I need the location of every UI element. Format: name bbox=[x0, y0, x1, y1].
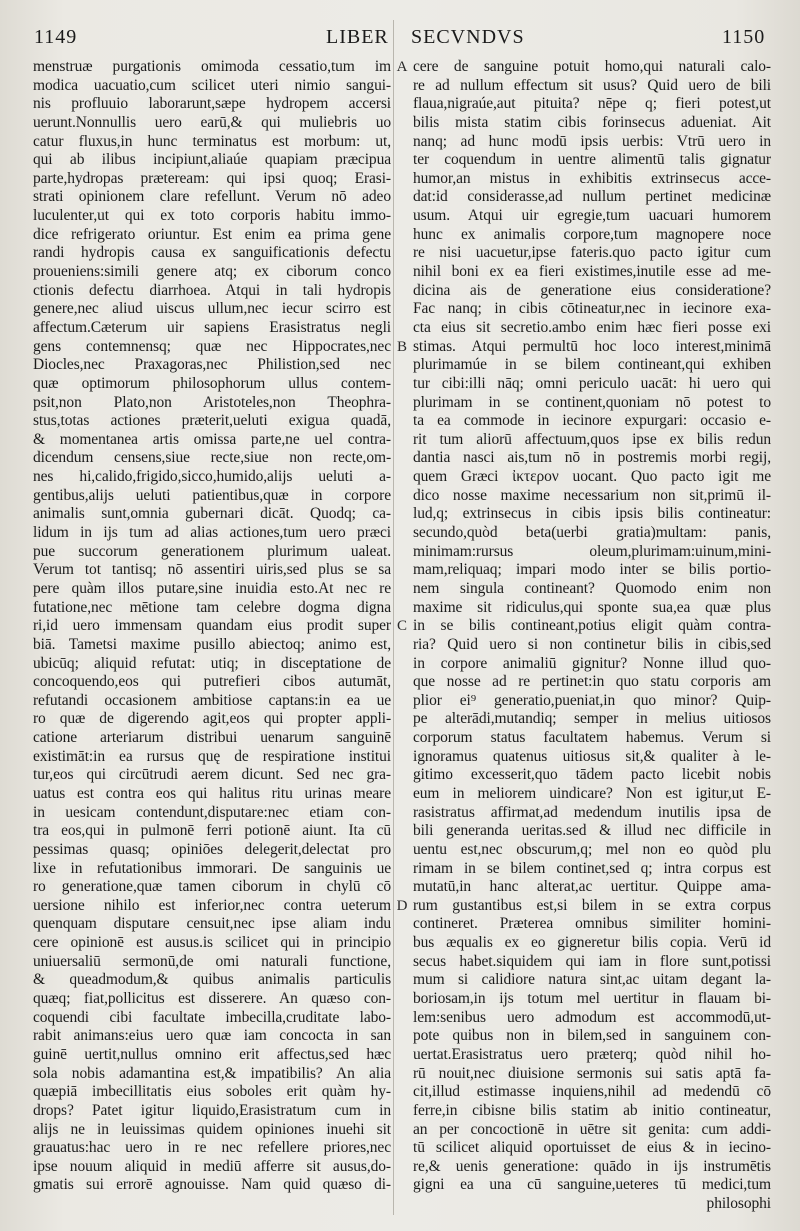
text-line: parte,hydropas præteream: qui ipsi quoq; Erasi- bbox=[33, 169, 391, 187]
text-line: randi hydropis causa ex sanguificationis defectu bbox=[33, 244, 391, 262]
text-line: ro quæ de digerendo agit,eos qui propter appli- bbox=[33, 710, 391, 728]
text-line: luculenter,ut qui ex toto corporis habitu immo- bbox=[33, 207, 391, 225]
text-line: ubicūq; aliquid refutat: utiq; in disceptatione de bbox=[33, 654, 391, 672]
text-line: gens contemnensq; quæ nec Hippocrates,nec bbox=[33, 337, 391, 355]
text-line: plior ei⁹ generatio,pueniat,in quo minor? Quip- bbox=[413, 691, 771, 709]
margin-letter: A bbox=[396, 59, 408, 75]
text-line: usum. Atqui uir egregie,tum uacuari humorem bbox=[413, 207, 771, 225]
text-line: pote quibus non in bilem,sed in sanguinem con- bbox=[413, 1027, 771, 1045]
text-line: coquendi cibi facultate imbecilla,cruditate labo- bbox=[33, 1008, 391, 1026]
text-line: rum gustantibus est,si bilem in se extra corpus bbox=[413, 896, 771, 914]
page-number-left: 1149 bbox=[34, 26, 78, 48]
text-line: nem singula contineant? Quomodo enim non bbox=[413, 579, 771, 597]
text-line: cit,illud estimasse inquiens,nihil ad medendū cō bbox=[413, 1083, 771, 1101]
text-line: corporum status facultatem habemus. Verum si bbox=[413, 729, 771, 747]
margin-letter: C bbox=[396, 618, 407, 634]
text-line: drops? Patet igitur liquido,Erasistratum cum in bbox=[33, 1101, 391, 1119]
text-line: cta eius sit secretio.ambo enim hæc fieri posse exi bbox=[413, 318, 771, 336]
text-line: secus habet.siquidem qui iam in flore sunt,potissi bbox=[413, 952, 771, 970]
text-line: re,& uenis generatione: quādo in ijs instrumētis bbox=[413, 1157, 771, 1175]
text-line: in corpore animaliū gignitur? Nonne illud quo- bbox=[413, 654, 771, 672]
text-line: ignoramus quatenus uitiosus sit,& qualiter à le- bbox=[413, 747, 771, 765]
text-line: lem:senibus uero admodum est accommodū,ut- bbox=[413, 1008, 771, 1026]
text-line: quæpiā imbecillitatis eius soboles erit quàm hy- bbox=[33, 1083, 391, 1101]
text-line: ipse nouum aliquid in mediū afferre sit ausus,do- bbox=[33, 1157, 391, 1175]
text-line: eum in meliorem uindicare? Non est igitur,ut E- bbox=[413, 784, 771, 802]
text-line: ferre,in cibisne bilis statim ab initio contineatur, bbox=[413, 1101, 771, 1119]
text-line: grauatus:hac uero in re nec refellere priores,nec bbox=[33, 1139, 391, 1157]
text-line: uertat.Erasistratus uero præterq; quòd nihil ho- bbox=[413, 1045, 771, 1063]
text-line: pere quàm illos putare,sine inuidia esto.At nec re bbox=[33, 579, 391, 597]
text-line: existimāt:in ea rursus quę de respiratione institui bbox=[33, 747, 391, 765]
text-line: cere de sanguine potuit homo,qui naturali calo- bbox=[413, 58, 771, 75]
running-header bbox=[0, 22, 800, 52]
text-line: stimas. Atqui permultū hoc loco interest,minimā bbox=[413, 337, 771, 355]
text-line: rasistratus affirmat,ad medendum inutilis ipsa de bbox=[413, 803, 771, 821]
text-line: rimam in se bilem continet,sed q; intra corpus est bbox=[413, 859, 771, 877]
text-line: lidum in ijs tum ad alias actiones,tum uero præci bbox=[33, 524, 391, 542]
text-line: ta ea commode in iecinore expurgari: occasio e- bbox=[413, 412, 771, 430]
text-line: mam,reliquaq; impari modo inter se bilis portio- bbox=[413, 561, 771, 579]
text-line: cere opinionē est ausus.is scilicet qui in principio bbox=[33, 934, 391, 952]
text-line: maxime sit ridiculus,qui sponte sua,ea quæ plus bbox=[413, 598, 771, 616]
text-line: gitimo excesserit,quo tādem pacto licebit nobis bbox=[413, 766, 771, 784]
text-line: tū scilicet aliquid oportuisset de eius & in iecino- bbox=[413, 1139, 771, 1157]
text-line: bilis mista statim cibis forinsecus adueniat. Ait bbox=[413, 113, 771, 131]
text-line: rabit animans:eius uero quæ iam concocta in san bbox=[33, 1027, 391, 1045]
text-line: plurimam in se continent,quoniam nō potest to bbox=[413, 393, 771, 411]
text-line: tra eos,qui in pulmonē ferri potionē aiunt. Ita cū bbox=[33, 822, 391, 840]
text-line: minimam:rursus oleum,plurimam:uinum,mini- bbox=[413, 542, 771, 560]
text-line: stus,totas actiones præterit,ueluti exigua quadā, bbox=[33, 412, 391, 430]
left-text-column bbox=[33, 58, 391, 1195]
text-line: mum si calidiore natura sint,ac uitam degant la- bbox=[413, 971, 771, 989]
text-line: Fac nanq; in cibis cōtineatur,nec in iecinore exa- bbox=[413, 300, 771, 318]
text-line: quæq; fiat,pollicitus est disserere. An quæso con- bbox=[33, 990, 391, 1008]
text-line: dicina ais de generatione eius consideratione? bbox=[413, 281, 771, 299]
running-head-right: SECVNDVS bbox=[411, 26, 525, 48]
text-line: ter coquendum in uentre alimentū talis gignatur bbox=[413, 151, 771, 169]
text-line: pue succorum generationem plurimum ualeat. bbox=[33, 542, 391, 560]
margin-letter: B bbox=[396, 339, 407, 355]
text-line: dat:id considerasse,ad nullum pertinet medicinæ bbox=[413, 188, 771, 206]
page-number-right: 1150 bbox=[722, 26, 766, 48]
text-line: boriosam,in ijs totum mel uertitur in flauam bi- bbox=[413, 990, 771, 1008]
text-line: quenquam disputare censuit,nec ipse aliam indu bbox=[33, 915, 391, 933]
text-line: dice refrigerato oriuntur. Est enim ea prima gene bbox=[33, 225, 391, 243]
text-line: quæ optimorum philosophorum ullus contem- bbox=[33, 374, 391, 392]
text-line: genere,nec aliud uiscus ullum,nec iecur scirro est bbox=[33, 300, 391, 318]
text-line: secundo,quòd beta(uerbi gratia)multam: panis, bbox=[413, 524, 771, 542]
text-line: bus æqualis ex eo gigneretur bilis copia. Verū id bbox=[413, 934, 771, 952]
catchword: philosophi bbox=[706, 1195, 771, 1213]
running-head-left: LIBER bbox=[326, 26, 389, 48]
text-line: nes hi,calido,frigido,sicco,humido,alijs ueluti a- bbox=[33, 468, 391, 486]
text-line: humor,an mistus in exhibitis extrinsecus acce- bbox=[413, 169, 771, 187]
text-line: flaua,nigraúe,aut pituita? nēpe q; fieri potest,ut bbox=[413, 95, 771, 113]
text-line: tur,eos qui circūtrudi aerem dicunt. Sed nec gra- bbox=[33, 766, 391, 784]
text-line: pe alterādi,mutandiq; semper in melius uitiosos bbox=[413, 710, 771, 728]
text-line: plurimamúe in se bilem contineant,qui exhiben bbox=[413, 356, 771, 374]
text-line: gmatis sui errorē agnouisse. Nam quid quæso di- bbox=[33, 1176, 391, 1194]
text-line: strati opinionem clare refellunt. Verum nō adeo bbox=[33, 188, 391, 206]
text-line: que nosse ad re pertinet:in quo statu corporis am bbox=[413, 673, 771, 691]
text-line: futatione,nec mētione tam celebre dogma digna bbox=[33, 598, 391, 616]
text-line: mutatū,in hanc alterat,ac uertitur. Quippe ama- bbox=[413, 878, 771, 896]
text-line: uersione nihilo est inferior,nec contra ueterum bbox=[33, 896, 391, 914]
text-line: re ad nullum effectum sit usus? Quid uero de bili bbox=[413, 76, 771, 94]
text-line: concoquendo,eos qui putrefieri cibos autumāt, bbox=[33, 673, 391, 691]
text-line: lixe in refutationibus immorari. De sanguinis ue bbox=[33, 859, 391, 877]
text-line: nis profluuio laborarunt,sæpe hydropem accersi bbox=[33, 95, 391, 113]
text-line: ro generatione,quæ tamen ciborum in chylū cō bbox=[33, 878, 391, 896]
text-line: hunc ex animalis corpore,tum magnopere noce bbox=[413, 225, 771, 243]
text-line: affectum.Cæterum uir sapiens Erasistratus negli bbox=[33, 318, 391, 336]
text-line: biā. Tametsi maxime pusillo abiectoq; animo est, bbox=[33, 635, 391, 653]
text-line: in se bilis contineant,potius eligit quàm contra- bbox=[413, 617, 771, 635]
text-line: dico nosse maxime necessarium non sit,primū il- bbox=[413, 486, 771, 504]
text-line: Diocles,nec Praxagoras,nec Philistion,sed nec bbox=[33, 356, 391, 374]
margin-letter: D bbox=[396, 898, 408, 914]
text-line: qui ab ilibus incipiunt,aliaúe quapiam præcipua bbox=[33, 151, 391, 169]
text-line: in uesicam contendunt,disputare:nec etiam con- bbox=[33, 803, 391, 821]
text-line: ri,id uero immensam quandam eius prodit super bbox=[33, 617, 391, 635]
text-line: pessimas quasq; opiniōes delegerit,delectat pro bbox=[33, 840, 391, 858]
text-line: catur fluxus,in hunc terminatus est morbum: ut, bbox=[33, 132, 391, 150]
text-line: an per concoctionē in uētre sit genita: cum addi- bbox=[413, 1120, 771, 1138]
text-line: gentibus,alijs ueluti patientibus,quæ in corpore bbox=[33, 486, 391, 504]
text-line: animalis sunt,omnia gubernari dicāt. Quodq; ca- bbox=[33, 505, 391, 523]
text-line: & momentanea artis omissa parte,ne uel contra- bbox=[33, 430, 391, 448]
text-line: nihil boni ex ea fieri existimes,inutile esse ad me- bbox=[413, 263, 771, 281]
text-line: contineret. Præterea omnibus similiter homini- bbox=[413, 915, 771, 933]
text-line: dicendum censens,siue recte,siue non recte,om- bbox=[33, 449, 391, 467]
text-line: lud,q; extrinsecus in cibis ipsis bilis contineatur: bbox=[413, 505, 771, 523]
text-line: rū nouit,nec diuisione sermonis sui satis aptā fa- bbox=[413, 1064, 771, 1082]
text-line: catione arteriarum distribui uenarum sanguinē bbox=[33, 729, 391, 747]
text-line: menstruæ purgationis omimoda cessatio,tum im bbox=[33, 58, 391, 75]
text-line: nanq; ad hunc modū ipsis uerbis: Vtrū uero in bbox=[413, 132, 771, 150]
text-line: uniuersaliū sermonū,de omi naturali functione, bbox=[33, 952, 391, 970]
text-line: ctionis defectu diarrhoea. Atqui in tali hydropis bbox=[33, 281, 391, 299]
text-line: tur cibi:illi nāq; omni periculo uacāt: hi uero qui bbox=[413, 374, 771, 392]
text-line: alijs ne in leuissimas quidem opiniones inuehi sit bbox=[33, 1120, 391, 1138]
text-line: re nisi uacuetur,ipse fateris.quo pacto igitur cum bbox=[413, 244, 771, 262]
text-line: quem Græci ἰκτερον uocant. Quo pacto igit me bbox=[413, 468, 771, 486]
text-line: uerunt.Nonnullis uero earū,& qui muliebris uo bbox=[33, 113, 391, 131]
text-line: refutandi occasionem ambitiose captans:in ea ue bbox=[33, 691, 391, 709]
text-line: uentu est,nec obscurum,q; mel non eo quòd plu bbox=[413, 840, 771, 858]
text-line: proueniens:simili genere atq; ex ciborum conco bbox=[33, 263, 391, 281]
text-line: ria? Quid uero si non continetur bilis in cibis,sed bbox=[413, 635, 771, 653]
text-line: dantia nasci ais,tum nō in postremis morbi regij, bbox=[413, 449, 771, 467]
text-line: gigni ea una cū sanguine,ueteres tū medici,tum bbox=[413, 1176, 771, 1194]
text-line: bili generanda ueritas.sed & illud nec difficile in bbox=[413, 822, 771, 840]
text-line: guinē uertit,nullus omnino erit affectus,sed hæc bbox=[33, 1045, 391, 1063]
text-line: psit,non Plato,non Aristoteles,non Theophra- bbox=[33, 393, 391, 411]
text-line: modica uacuatio,cum scilicet uteri nimio sangui- bbox=[33, 76, 391, 94]
text-line: & queadmodum,& quibus animalis particulis bbox=[33, 971, 391, 989]
right-text-column bbox=[413, 58, 771, 1214]
text-line: sola nobis adamantina est,& impatibilis? An alia bbox=[33, 1064, 391, 1082]
text-line: uatus est contra eos qui halitus ritu urinas meare bbox=[33, 784, 391, 802]
text-line: Verum tot tantisq; nō assentiri uiris,sed plus se sa bbox=[33, 561, 391, 579]
text-line: rit tum aliorū affectuum,quos ipse ex bilis redun bbox=[413, 430, 771, 448]
